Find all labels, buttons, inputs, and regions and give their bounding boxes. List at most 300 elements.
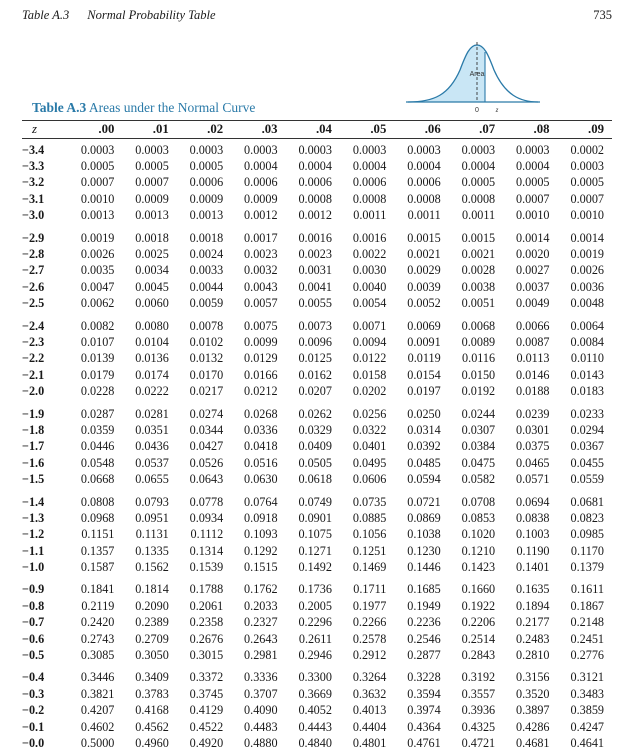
probability-cell: 0.0091 bbox=[407, 334, 441, 349]
probability-cell: 0.4562 bbox=[135, 719, 169, 734]
probability-cell: 0.3228 bbox=[407, 670, 441, 685]
probability-cell: 0.0031 bbox=[298, 263, 332, 278]
probability-cell: 0.0409 bbox=[298, 439, 332, 454]
table-row bbox=[22, 735, 612, 751]
probability-cell: 0.0475 bbox=[461, 455, 496, 470]
probability-cell: 0.1635 bbox=[516, 582, 550, 597]
probability-cell: 0.3974 bbox=[407, 703, 441, 718]
probability-cell: 0.2810 bbox=[516, 648, 550, 663]
probability-cell: 0.0012 bbox=[298, 208, 332, 223]
probability-cell: 0.0004 bbox=[461, 159, 496, 174]
probability-cell: 0.0934 bbox=[189, 510, 224, 525]
probability-cell: 0.1894 bbox=[516, 598, 550, 613]
probability-cell: 0.1711 bbox=[353, 582, 387, 597]
probability-cell: 0.0021 bbox=[461, 247, 496, 262]
probability-cell: 0.0537 bbox=[135, 455, 169, 470]
probability-cell: 0.0197 bbox=[407, 384, 441, 399]
probability-cell: 0.0951 bbox=[135, 510, 169, 525]
probability-cell: 0.0694 bbox=[516, 494, 550, 509]
probability-cell: 0.3264 bbox=[352, 670, 387, 685]
table-row bbox=[22, 631, 612, 647]
probability-cell: 0.0003 bbox=[298, 142, 332, 157]
probability-cell: 0.0336 bbox=[244, 422, 278, 437]
probability-cell: 0.0154 bbox=[407, 367, 441, 382]
probability-cell: 0.0307 bbox=[461, 422, 496, 437]
probability-cell: 0.0516 bbox=[244, 455, 278, 470]
probability-cell: 0.0808 bbox=[80, 494, 115, 509]
table-row bbox=[22, 664, 612, 686]
probability-cell: 0.0192 bbox=[461, 384, 496, 399]
probability-cell: 0.0107 bbox=[80, 334, 115, 349]
probability-cell: 0.2177 bbox=[516, 615, 550, 630]
z-value-cell: −0.6 bbox=[22, 631, 45, 646]
probability-cell: 0.0006 bbox=[407, 175, 441, 190]
table-row bbox=[22, 647, 612, 663]
probability-cell: 0.2483 bbox=[516, 631, 550, 646]
probability-cell: 0.3300 bbox=[298, 670, 332, 685]
probability-cell: 0.0004 bbox=[407, 159, 441, 174]
probability-cell: 0.0681 bbox=[570, 494, 604, 509]
probability-cell: 0.3520 bbox=[516, 686, 550, 701]
probability-cell: 0.0005 bbox=[135, 159, 169, 174]
probability-cell: 0.0008 bbox=[407, 191, 441, 206]
z-value-cell: −1.3 bbox=[22, 510, 45, 525]
table-row bbox=[22, 296, 612, 312]
probability-cell: 0.0005 bbox=[80, 159, 115, 174]
probability-cell: 0.0901 bbox=[298, 510, 332, 525]
z-value-cell: −1.7 bbox=[22, 439, 45, 454]
probability-cell: 0.2709 bbox=[135, 631, 169, 646]
probability-cell: 0.0465 bbox=[516, 455, 550, 470]
probability-cell: 0.0268 bbox=[244, 406, 278, 421]
z-value-cell: −1.5 bbox=[22, 472, 45, 487]
area-label: Area bbox=[469, 71, 485, 78]
probability-cell: 0.1271 bbox=[298, 543, 332, 558]
probability-cell: 0.0003 bbox=[461, 142, 496, 157]
probability-cell: 0.0301 bbox=[516, 422, 550, 437]
z-value-cell: −0.4 bbox=[22, 670, 45, 685]
z-label: z bbox=[495, 106, 499, 114]
probability-cell: 0.0032 bbox=[244, 263, 278, 278]
probability-cell: 0.0057 bbox=[244, 296, 278, 311]
probability-cell: 0.0089 bbox=[461, 334, 496, 349]
probability-cell: 0.0129 bbox=[244, 351, 278, 366]
probability-cell: 0.2033 bbox=[244, 598, 278, 613]
probability-cell: 0.2206 bbox=[461, 615, 496, 630]
probability-cell: 0.1075 bbox=[298, 527, 332, 542]
probability-cell: 0.0020 bbox=[516, 247, 550, 262]
probability-cell: 0.0125 bbox=[298, 351, 332, 366]
probability-cell: 0.0096 bbox=[298, 334, 332, 349]
probability-cell: 0.1251 bbox=[352, 543, 387, 558]
probability-cell: 0.0918 bbox=[244, 510, 278, 525]
probability-cell: 0.1112 bbox=[190, 527, 224, 542]
probability-cell: 0.4404 bbox=[352, 719, 387, 734]
probability-cell: 0.4880 bbox=[244, 735, 278, 750]
probability-cell: 0.4013 bbox=[352, 703, 387, 718]
probability-cell: 0.0013 bbox=[80, 208, 115, 223]
probability-cell: 0.0016 bbox=[298, 230, 332, 245]
probability-cell: 0.1314 bbox=[189, 543, 224, 558]
table-row bbox=[22, 576, 612, 598]
table-row bbox=[22, 543, 612, 559]
probability-cell: 0.0013 bbox=[189, 208, 224, 223]
probability-cell: 0.0075 bbox=[244, 318, 278, 333]
z-value-cell: −0.7 bbox=[22, 615, 45, 630]
table-row bbox=[22, 246, 612, 262]
probability-cell: 0.0136 bbox=[135, 351, 169, 366]
probability-cell: 0.0019 bbox=[80, 230, 115, 245]
probability-cell: 0.3745 bbox=[189, 686, 224, 701]
probability-cell: 0.0007 bbox=[516, 191, 550, 206]
probability-cell: 0.0003 bbox=[570, 159, 604, 174]
probability-cell: 0.0099 bbox=[244, 334, 278, 349]
probability-cell: 0.2877 bbox=[407, 648, 441, 663]
probability-cell: 0.0418 bbox=[244, 439, 278, 454]
probability-cell: 0.0026 bbox=[570, 263, 604, 278]
probability-cell: 0.0007 bbox=[80, 175, 115, 190]
probability-cell: 0.2005 bbox=[298, 598, 332, 613]
table-row bbox=[22, 598, 612, 614]
table-row bbox=[22, 615, 612, 631]
probability-cell: 0.2514 bbox=[461, 631, 496, 646]
probability-cell: 0.1611 bbox=[570, 582, 604, 597]
probability-cell: 0.0012 bbox=[244, 208, 278, 223]
probability-cell: 0.1762 bbox=[244, 582, 278, 597]
probability-cell: 0.0329 bbox=[298, 422, 332, 437]
probability-cell: 0.0162 bbox=[298, 367, 332, 382]
probability-cell: 0.0256 bbox=[352, 406, 387, 421]
probability-cell: 0.4960 bbox=[135, 735, 169, 750]
probability-cell: 0.0003 bbox=[189, 142, 224, 157]
probability-cell: 0.0003 bbox=[516, 142, 550, 157]
header-row bbox=[22, 121, 612, 139]
probability-cell: 0.0025 bbox=[135, 247, 169, 262]
table-row bbox=[22, 471, 612, 487]
table-row bbox=[22, 686, 612, 702]
probability-cell: 0.1401 bbox=[516, 560, 550, 575]
probability-cell: 0.0166 bbox=[244, 367, 278, 382]
probability-cell: 0.0008 bbox=[298, 191, 332, 206]
running-head bbox=[22, 8, 216, 23]
probability-cell: 0.2389 bbox=[135, 615, 169, 630]
table-row bbox=[22, 263, 612, 279]
probability-cell: 0.2358 bbox=[189, 615, 224, 630]
probability-cell: 0.1788 bbox=[189, 582, 224, 597]
probability-cell: 0.4761 bbox=[407, 735, 441, 750]
z-value-cell: −2.0 bbox=[22, 384, 45, 399]
column-header-z: z bbox=[32, 122, 37, 136]
probability-cell: 0.0778 bbox=[189, 494, 224, 509]
probability-cell: 0.0244 bbox=[461, 406, 496, 421]
probability-cell: 0.0594 bbox=[407, 472, 441, 487]
table-row bbox=[22, 455, 612, 471]
probability-cell: 0.2546 bbox=[407, 631, 441, 646]
column-header: .03 bbox=[261, 122, 278, 136]
table-row bbox=[22, 559, 612, 575]
probability-cell: 0.0021 bbox=[407, 247, 441, 262]
probability-cell: 0.0375 bbox=[516, 439, 550, 454]
z-value-cell: −3.0 bbox=[22, 208, 45, 223]
probability-cell: 0.0069 bbox=[407, 318, 441, 333]
probability-cell: 0.0010 bbox=[80, 191, 115, 206]
probability-cell: 0.0526 bbox=[189, 455, 224, 470]
probability-cell: 0.1292 bbox=[244, 543, 278, 558]
probability-cell: 0.1736 bbox=[298, 582, 332, 597]
probability-cell: 0.2946 bbox=[298, 648, 332, 663]
table-row bbox=[22, 510, 612, 526]
probability-cell: 0.0455 bbox=[570, 455, 604, 470]
z-value-cell: −2.1 bbox=[22, 367, 45, 382]
probability-cell: 0.0007 bbox=[135, 175, 169, 190]
probability-cell: 0.0116 bbox=[462, 351, 496, 366]
probability-cell: 0.0618 bbox=[298, 472, 332, 487]
table-row bbox=[22, 279, 612, 295]
probability-cell: 0.0044 bbox=[189, 279, 224, 294]
probability-cell: 0.0008 bbox=[352, 191, 387, 206]
probability-cell: 0.2643 bbox=[244, 631, 278, 646]
probability-cell: 0.3594 bbox=[407, 686, 441, 701]
probability-cell: 0.2743 bbox=[80, 631, 115, 646]
table-row bbox=[22, 703, 612, 719]
probability-cell: 0.4286 bbox=[516, 719, 550, 734]
probability-cell: 0.0037 bbox=[516, 279, 550, 294]
probability-cell: 0.0006 bbox=[298, 175, 332, 190]
probability-cell: 0.3050 bbox=[135, 648, 169, 663]
probability-cell: 0.0094 bbox=[352, 334, 387, 349]
probability-cell: 0.0110 bbox=[570, 351, 604, 366]
probability-cell: 0.0170 bbox=[189, 367, 224, 382]
probability-cell: 0.0029 bbox=[407, 263, 441, 278]
running-head-table-ref: Table A.3 bbox=[22, 8, 70, 22]
probability-cell: 0.0052 bbox=[407, 296, 441, 311]
probability-cell: 0.2676 bbox=[189, 631, 224, 646]
probability-cell: 0.0010 bbox=[516, 208, 550, 223]
probability-cell: 0.1423 bbox=[461, 560, 496, 575]
z-value-cell: −0.3 bbox=[22, 686, 45, 701]
z-value-cell: −1.9 bbox=[22, 406, 45, 421]
probability-cell: 0.3936 bbox=[461, 703, 496, 718]
probability-cell: 0.0322 bbox=[352, 422, 387, 437]
probability-cell: 0.0793 bbox=[135, 494, 169, 509]
caption-number: Table A.3 bbox=[32, 100, 87, 115]
normal-curve-diagram bbox=[404, 40, 542, 116]
probability-cell: 0.0446 bbox=[80, 439, 115, 454]
probability-cell: 0.0007 bbox=[570, 191, 604, 206]
probability-cell: 0.0043 bbox=[244, 279, 278, 294]
probability-cell: 0.0427 bbox=[189, 439, 224, 454]
probability-cell: 0.3483 bbox=[570, 686, 604, 701]
probability-cell: 0.0314 bbox=[407, 422, 441, 437]
probability-cell: 0.0294 bbox=[570, 422, 604, 437]
probability-cell: 0.0228 bbox=[80, 384, 115, 399]
z-value-cell: −2.5 bbox=[22, 296, 45, 311]
probability-cell: 0.3085 bbox=[80, 648, 115, 663]
probability-cell: 0.4052 bbox=[298, 703, 332, 718]
probability-cell: 0.0344 bbox=[189, 422, 224, 437]
z-value-cell: −3.1 bbox=[22, 191, 45, 206]
probability-cell: 0.0006 bbox=[244, 175, 278, 190]
probability-cell: 0.0004 bbox=[298, 159, 332, 174]
probability-cell: 0.0188 bbox=[516, 384, 550, 399]
probability-cell: 0.0250 bbox=[407, 406, 441, 421]
probability-cell: 0.0004 bbox=[352, 159, 387, 174]
column-header: .07 bbox=[479, 122, 496, 136]
probability-cell: 0.0384 bbox=[461, 439, 496, 454]
probability-cell: 0.4721 bbox=[461, 735, 496, 750]
probability-cell: 0.1515 bbox=[244, 560, 278, 575]
column-header: .01 bbox=[152, 122, 169, 136]
probability-cell: 0.0838 bbox=[516, 510, 550, 525]
table-row bbox=[22, 400, 612, 422]
probability-cell: 0.0013 bbox=[135, 208, 169, 223]
probability-cell: 0.0262 bbox=[298, 406, 332, 421]
probability-cell: 0.1446 bbox=[407, 560, 441, 575]
probability-cell: 0.2090 bbox=[135, 598, 169, 613]
table-row bbox=[22, 139, 612, 159]
probability-cell: 0.0274 bbox=[189, 406, 224, 421]
probability-cell: 0.1379 bbox=[570, 560, 604, 575]
probability-cell: 0.2148 bbox=[570, 615, 604, 630]
probability-cell: 0.2327 bbox=[244, 615, 278, 630]
probability-cell: 0.1151 bbox=[81, 527, 115, 542]
probability-cell: 0.2912 bbox=[352, 648, 387, 663]
probability-cell: 0.0735 bbox=[352, 494, 387, 509]
z-value-cell: −2.3 bbox=[22, 334, 45, 349]
probability-cell: 0.0582 bbox=[461, 472, 496, 487]
probability-cell: 0.0006 bbox=[352, 175, 387, 190]
probability-cell: 0.0174 bbox=[135, 367, 169, 382]
probability-cell: 0.0392 bbox=[407, 439, 441, 454]
probability-cell: 0.1685 bbox=[407, 582, 441, 597]
probability-cell: 0.4483 bbox=[244, 719, 278, 734]
table-body bbox=[22, 139, 612, 752]
probability-cell: 0.0055 bbox=[298, 296, 332, 311]
probability-cell: 0.0010 bbox=[570, 208, 604, 223]
probability-cell: 0.2981 bbox=[244, 648, 278, 663]
probability-cell: 0.0017 bbox=[244, 230, 278, 245]
probability-cell: 0.0024 bbox=[189, 247, 224, 262]
probability-cell: 0.2843 bbox=[461, 648, 496, 663]
table-row bbox=[22, 224, 612, 246]
column-header: .04 bbox=[315, 122, 332, 136]
probability-cell: 0.2578 bbox=[352, 631, 387, 646]
probability-cell: 0.4247 bbox=[570, 719, 604, 734]
probability-cell: 0.0019 bbox=[570, 247, 604, 262]
probability-cell: 0.0087 bbox=[516, 334, 550, 349]
probability-cell: 0.0054 bbox=[352, 296, 387, 311]
probability-cell: 0.0015 bbox=[407, 230, 441, 245]
probability-cell: 0.3632 bbox=[352, 686, 387, 701]
probability-cell: 0.1949 bbox=[407, 598, 441, 613]
probability-cell: 0.0071 bbox=[352, 318, 387, 333]
probability-cell: 0.0869 bbox=[407, 510, 441, 525]
probability-cell: 0.0009 bbox=[244, 191, 278, 206]
probability-cell: 0.0049 bbox=[516, 296, 550, 311]
probability-cell: 0.1230 bbox=[407, 543, 441, 558]
probability-cell: 0.3015 bbox=[189, 648, 224, 663]
z-value-cell: −0.2 bbox=[22, 703, 45, 718]
z-value-cell: −3.4 bbox=[22, 142, 45, 157]
probability-cell: 0.4602 bbox=[80, 719, 115, 734]
probability-cell: 0.0548 bbox=[80, 455, 115, 470]
table-row bbox=[22, 527, 612, 543]
probability-cell: 0.3121 bbox=[570, 670, 604, 685]
probability-cell: 0.0064 bbox=[570, 318, 604, 333]
probability-cell: 0.0217 bbox=[189, 384, 224, 399]
probability-cell: 0.1357 bbox=[80, 543, 115, 558]
probability-cell: 0.0495 bbox=[352, 455, 387, 470]
probability-cell: 0.0018 bbox=[135, 230, 169, 245]
probability-cell: 0.0207 bbox=[298, 384, 332, 399]
probability-cell: 0.0036 bbox=[570, 279, 604, 294]
probability-cell: 0.0048 bbox=[570, 296, 604, 311]
probability-cell: 0.0571 bbox=[516, 472, 550, 487]
probability-cell: 0.4443 bbox=[298, 719, 332, 734]
z-value-cell: −0.1 bbox=[22, 719, 45, 734]
probability-cell: 0.0233 bbox=[570, 406, 604, 421]
table-row bbox=[22, 334, 612, 350]
probability-cell: 0.0139 bbox=[80, 351, 115, 366]
probability-cell: 0.0351 bbox=[135, 422, 169, 437]
probability-cell: 0.0119 bbox=[407, 351, 441, 366]
probability-cell: 0.0006 bbox=[189, 175, 224, 190]
probability-cell: 0.4840 bbox=[298, 735, 332, 750]
table-row bbox=[22, 208, 612, 224]
probability-cell: 0.0002 bbox=[570, 142, 604, 157]
probability-cell: 0.0436 bbox=[135, 439, 169, 454]
probability-cell: 0.0030 bbox=[352, 263, 387, 278]
probability-cell: 0.0485 bbox=[407, 455, 441, 470]
z-value-cell: −2.4 bbox=[22, 318, 45, 333]
probability-cell: 0.0721 bbox=[407, 494, 441, 509]
probability-cell: 0.4168 bbox=[135, 703, 169, 718]
table-row bbox=[22, 191, 612, 207]
probability-cell: 0.0062 bbox=[80, 296, 115, 311]
probability-cell: 0.1038 bbox=[407, 527, 441, 542]
table-row bbox=[22, 439, 612, 455]
z-value-cell: −2.9 bbox=[22, 230, 45, 245]
probability-cell: 0.0005 bbox=[461, 175, 496, 190]
probability-cell: 0.0045 bbox=[135, 279, 169, 294]
probability-cell: 0.0104 bbox=[135, 334, 169, 349]
probability-cell: 0.0968 bbox=[80, 510, 115, 525]
probability-cell: 0.4681 bbox=[516, 735, 550, 750]
table-caption bbox=[32, 100, 255, 116]
probability-cell: 0.0009 bbox=[189, 191, 224, 206]
probability-cell: 0.0011 bbox=[462, 208, 496, 223]
probability-cell: 0.0009 bbox=[135, 191, 169, 206]
page-number: 735 bbox=[593, 8, 612, 22]
probability-cell: 0.1977 bbox=[352, 598, 387, 613]
probability-cell: 0.4364 bbox=[407, 719, 441, 734]
probability-cell: 0.2611 bbox=[298, 631, 332, 646]
probability-cell: 0.0132 bbox=[189, 351, 224, 366]
probability-cell: 0.1131 bbox=[135, 527, 169, 542]
probability-cell: 0.0014 bbox=[570, 230, 604, 245]
z-value-cell: −1.0 bbox=[22, 560, 45, 575]
probability-cell: 0.0022 bbox=[352, 247, 387, 262]
probability-cell: 0.0222 bbox=[135, 384, 169, 399]
probability-cell: 0.0041 bbox=[298, 279, 332, 294]
probability-cell: 0.0102 bbox=[189, 334, 224, 349]
column-header: .06 bbox=[424, 122, 441, 136]
probability-cell: 0.2266 bbox=[352, 615, 387, 630]
probability-cell: 0.0853 bbox=[461, 510, 496, 525]
probability-cell: 0.0027 bbox=[516, 263, 550, 278]
probability-cell: 0.1841 bbox=[80, 582, 115, 597]
z-value-cell: −1.8 bbox=[22, 422, 45, 437]
